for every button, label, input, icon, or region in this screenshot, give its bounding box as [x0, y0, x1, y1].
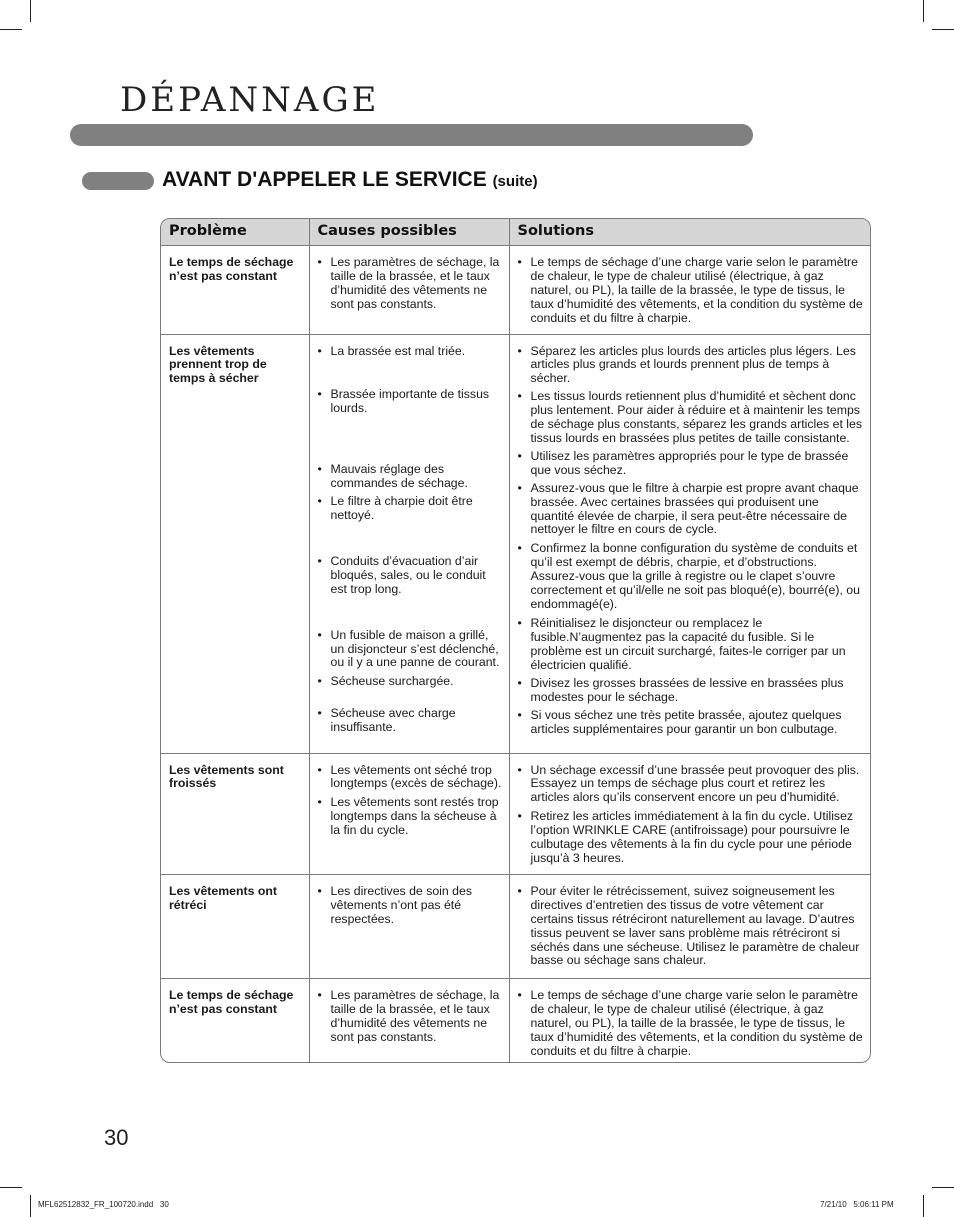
crop-mark — [0, 1187, 22, 1188]
cause-item: • Brassée importante de tissus lourds. — [318, 388, 503, 416]
table-header-row — [161, 219, 870, 246]
problem-cell — [161, 246, 309, 335]
cause-item: • La brassée est mal triée. — [318, 345, 503, 359]
solution-item: • Divisez les grosses brassées de lessive en brassées plus modestes pour le séchage. — [518, 677, 865, 705]
cause-item: • Les vêtements sont restés trop longtemps dans la sécheuse à la fin du cycle. — [318, 796, 503, 838]
table-row — [161, 753, 870, 874]
solution-item: • Un séchage excessif d’une brassée peut provoquer des plis. Essayez un temps de séchage plus court et retirez les articles alors qu’ils conservent encore un peu d’humidité. — [518, 764, 865, 806]
causes-cell — [309, 246, 509, 335]
solution-item: • Confirmez la bonne configuration du système de conduits et qu’il est exempt de débris, charpie, et d’obstructions. Assurez-vous que la grille à registre ou le clapet s’ouvre correctement et qu’il/elle ne soit pas bloqué(e), bourré(e), ou endommagé(e). — [518, 542, 865, 612]
title-divider-bar — [70, 124, 753, 146]
footer-file-info: MFL62512832_FR_100720.indd 30 — [38, 1200, 169, 1209]
table-row — [161, 978, 870, 1063]
troubleshooting-table — [160, 218, 871, 1063]
problem-text: Les vêtements sont froissés — [169, 762, 284, 791]
solution-item: • Les tissus lourds retiennent plus d’humidité et sèchent donc plus lentement. Pour aider à réduire et à maintenir les temps de séchage plus constants, séparez les grands articles et les tissus lourds en brassées plus petites de taille consistante. — [518, 390, 865, 446]
cause-item: • Les paramètres de séchage, la taille de la brassée, et le taux d’humidité des vêtements ne sont pas constants. — [318, 989, 503, 1045]
problem-cell — [161, 753, 309, 874]
cause-item: • Sécheuse surchargée. — [318, 675, 503, 689]
table-row — [161, 246, 870, 335]
solutions-cell — [509, 334, 870, 753]
cause-item: • Les vêtements ont séché trop longtemps (excès de séchage). — [318, 764, 503, 792]
crop-mark — [923, 1195, 924, 1217]
table-row — [161, 874, 870, 978]
solutions-cell — [509, 753, 870, 874]
solution-item: • Retirez les articles immédiatement à la fin du cycle. Utilisez l’option WRINKLE CARE (antifroissage) pour poursuivre le culbutage des vêtements à la fin du cycle pour une période jusqu’à 3 heures. — [518, 810, 865, 866]
page-number: 30 — [104, 1125, 129, 1150]
problem-cell — [161, 874, 309, 978]
section-title-text: AVANT D'APPELER LE SERVICE — [162, 168, 487, 191]
header-causes: Causes possibles — [309, 219, 509, 246]
solution-item: • Le temps de séchage d’une charge varie selon le paramètre de chaleur, le type de chaleur utilisé (électrique, à gaz naturel, ou PL), la taille de la brassée, le type de tissus, le taux d’humidité des vêtements, et la condition du système de conduits et du filtre à charpie. — [518, 989, 865, 1059]
crop-mark — [932, 29, 954, 30]
page-title: DÉPANNAGE — [120, 80, 380, 120]
solutions-cell — [509, 246, 870, 335]
solutions-cell — [509, 978, 870, 1063]
causes-cell — [309, 334, 509, 753]
section-marker — [82, 172, 154, 190]
cause-item: • Un fusible de maison a grillé, un disjoncteur s’est déclenché, ou il y a une panne de courant. — [318, 629, 503, 671]
solution-item: • Séparez les articles plus lourds des articles plus légers. Les articles plus grands et lourds prennent plus de temps à sécher. — [518, 345, 865, 387]
cause-item: • Le filtre à charpie doit être nettoyé. — [318, 495, 503, 523]
section-title-suffix: (suite) — [492, 173, 538, 190]
cause-item: • Sécheuse avec charge insuffisante. — [318, 707, 503, 735]
problem-text: Le temps de séchage n’est pas constant — [169, 987, 294, 1016]
problem-cell — [161, 334, 309, 753]
footer-timestamp: 7/21/10 5:06:11 PM — [820, 1200, 894, 1209]
cause-item: • Conduits d’évacuation d’air bloqués, sales, ou le conduit est trop long. — [318, 555, 503, 597]
table-row — [161, 334, 870, 753]
cause-item: • Les directives de soin des vêtements n’ont pas été respectées. — [318, 885, 503, 927]
cause-item: • Les paramètres de séchage, la taille de la brassée, et le taux d’humidité des vêtements ne sont pas constants. — [318, 256, 503, 312]
solutions-cell — [509, 874, 870, 978]
crop-mark — [932, 1187, 954, 1188]
crop-mark — [0, 29, 22, 30]
cause-item: • Mauvais réglage des commandes de séchage. — [318, 463, 503, 491]
solution-item: • Utilisez les paramètres appropriés pour le type de brassée que vous séchez. — [518, 450, 865, 478]
causes-cell — [309, 978, 509, 1063]
crop-mark — [30, 1195, 31, 1217]
crop-mark — [923, 0, 924, 22]
header-problem: Problème — [161, 219, 309, 246]
section-title — [162, 167, 538, 195]
header-solutions: Solutions — [509, 219, 870, 246]
crop-mark — [30, 0, 31, 22]
problem-text: Le temps de séchage n’est pas constant — [169, 255, 294, 283]
solution-item: • Assurez-vous que le filtre à charpie est propre avant chaque brassée. Avec certaines brassées qui produisent une quantité élevée de charpie, il sera peut-être nécessaire de nettoyer le filtre en cours de cycle. — [518, 482, 865, 538]
problem-text: Les vêtements prennent trop de temps à sécher — [169, 343, 267, 386]
causes-cell — [309, 753, 509, 874]
solution-item: • Pour éviter le rétrécissement, suivez soigneusement les directives d’entretien des tissus de votre vêtement car certains tissus rétréciront naturellement au lavage. D’autres tissus peuvent se laver sans problème mais rétréciront si séchés dans une sécheuse. Utilisez le paramètre de chaleur basse ou séchage sans chaleur. — [518, 885, 865, 968]
solution-item: • Si vous séchez une très petite brassée, ajoutez quelques articles supplémentaires pour garantir un bon culbutage. — [518, 709, 865, 737]
solution-item: • Le temps de séchage d’une charge varie selon le paramètre de chaleur, le type de chaleur utilisé (électrique, à gaz naturel, ou PL), la taille de la brassée, le type de tissus, le taux d’humidité des vêtements, et la condition du système de conduits et du filtre à charpie. — [518, 256, 865, 326]
problem-text: Les vêtements ont rétréci — [169, 883, 277, 912]
solution-item: • Réinitialisez le disjoncteur ou remplacez le fusible.N’augmentez pas la capacité du fusible. Si le problème est un circuit surchargé, faites-le corriger par un électricien qualifié. — [518, 617, 865, 673]
problem-cell — [161, 978, 309, 1063]
causes-cell — [309, 874, 509, 978]
